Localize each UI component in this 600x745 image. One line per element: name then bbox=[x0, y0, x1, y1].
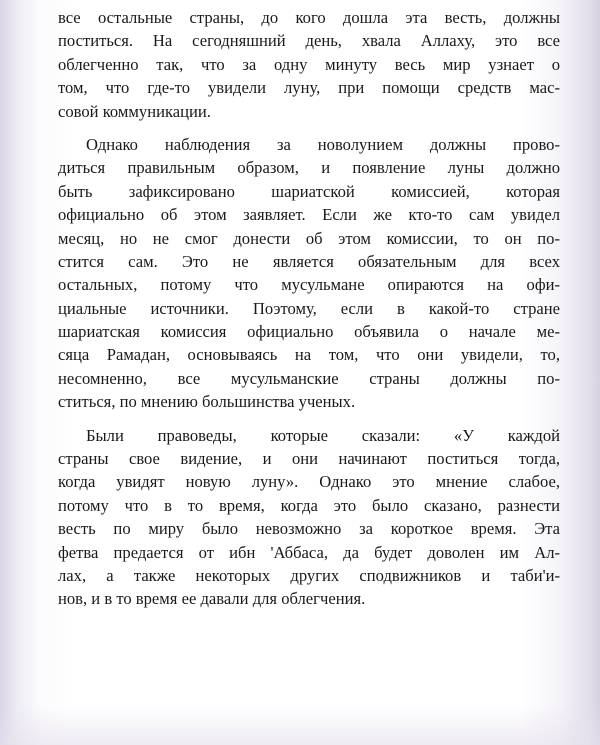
text-line: Однако наблюдения за новолунием должны прово- bbox=[86, 134, 560, 154]
text-line: Были правоведы, которые сказали: «У каждой bbox=[86, 425, 560, 445]
text-line: диться правильным образом, и появление луны должно bbox=[58, 158, 560, 178]
paragraph-1 bbox=[58, 6, 560, 123]
text-line: шариатская комиссия официально объявила о начале ме- bbox=[58, 322, 560, 342]
text-line: нов, и в то время ее давали для облегчения. bbox=[58, 589, 366, 609]
text-line: сяца Рамадан, основываясь на том, что они увидели, то, bbox=[58, 345, 560, 365]
text-line: быть зафиксировано шариатской комиссией, которая bbox=[58, 181, 560, 201]
text-line: поститься. На сегодняшний день, хвала Аллаху, это все bbox=[58, 31, 560, 51]
text-line: циальные источники. Поэтому, если в какой-то стране bbox=[58, 298, 560, 318]
text-line: стится сам. Это не является обязательным для всех bbox=[58, 251, 560, 271]
text-line: несомненно, все мусульманские страны должны по- bbox=[58, 368, 560, 388]
paragraph-2 bbox=[58, 133, 560, 414]
text-line: том, что где-то увидели луну, при помощи средств мас- bbox=[58, 78, 560, 98]
document-page bbox=[58, 6, 560, 611]
text-line: страны свое видение, и они начинают поститься тогда, bbox=[58, 449, 560, 469]
text-line: когда увидят новую луну». Однако это мнение слабое, bbox=[58, 472, 560, 492]
text-line: месяц, но не смог донести об этом комиссии, то он по- bbox=[58, 228, 560, 248]
text-line: ститься, по мнению большинства ученых. bbox=[58, 392, 356, 412]
text-line: все остальные страны, до кого дошла эта весть, должны bbox=[58, 8, 560, 27]
text-line: фетва предается от ибн 'Аббаса, да будет доволен им Ал- bbox=[58, 542, 560, 562]
text-line: лах, а также некоторых других сподвижников и таби'и- bbox=[58, 565, 560, 585]
text-line: облегченно так, что за одну минуту весь мир узнает о bbox=[58, 54, 560, 74]
text-line: весть по миру было невозможно за короткое время. Эта bbox=[58, 519, 560, 539]
paragraph-3 bbox=[58, 424, 560, 611]
text-line: остальных, потому что мусульмане опираются на офи- bbox=[58, 275, 560, 295]
text-line: совой коммуникации. bbox=[58, 101, 211, 121]
text-line: потому что в то время, когда это было сказано, разнести bbox=[58, 495, 560, 515]
text-line: официально об этом заявляет. Если же кто-то сам увидел bbox=[58, 205, 560, 225]
